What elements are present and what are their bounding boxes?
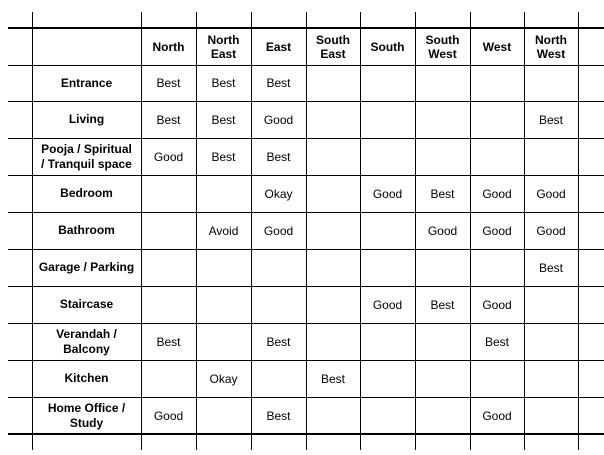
table-cell [196, 286, 251, 323]
table-cell [196, 249, 251, 286]
table-cell: Good [372, 186, 403, 201]
table-cell: Best [211, 112, 236, 127]
table-cell [524, 286, 578, 323]
row-label: Bathroom [58, 223, 115, 237]
table-cell: Best [430, 186, 455, 201]
table-cell [415, 138, 470, 175]
table-cell [141, 212, 196, 249]
table-cell: Best [266, 334, 291, 349]
table-cell [360, 360, 415, 397]
column-header: South West [425, 32, 460, 61]
row-label: Kitchen [64, 371, 109, 385]
table-cell [470, 101, 524, 138]
table-cell [470, 360, 524, 397]
table-cell: Good [263, 223, 294, 238]
table-cell: Best [538, 260, 563, 275]
table-cell [251, 249, 306, 286]
table-cell [524, 360, 578, 397]
row-label: Home Office / Study [47, 400, 126, 430]
table-cell [306, 212, 360, 249]
row-label: Entrance [60, 75, 113, 90]
table-cell [524, 323, 578, 360]
table-cell: Good [482, 186, 512, 201]
table-cell: Good [372, 297, 403, 312]
column-header: South [370, 39, 405, 54]
table-cell: Best [538, 112, 563, 127]
column-header: North [152, 39, 185, 54]
table-cell [196, 323, 251, 360]
table-cell [360, 65, 415, 101]
table-cell [251, 360, 306, 397]
table-cell: Best [266, 76, 291, 90]
table-cell [251, 286, 306, 323]
table-cell [306, 397, 360, 434]
table-cell: Okay [264, 186, 293, 201]
table-cell [141, 286, 196, 323]
table-cell [470, 138, 524, 175]
row-label: Bedroom [60, 186, 113, 200]
column-header: North West [535, 32, 567, 61]
table-cell: Best [156, 112, 181, 127]
table-cell: Best [430, 297, 455, 312]
table-cell: Good [427, 223, 458, 238]
table-cell [360, 249, 415, 286]
table-cell [470, 249, 524, 286]
table-cell: Good [153, 408, 184, 423]
table-cell: Best [211, 149, 236, 164]
table-cell [141, 175, 196, 212]
table-cell [360, 397, 415, 434]
table-cell [306, 249, 360, 286]
table-cell [360, 212, 415, 249]
row-label: Garage / Parking [38, 260, 135, 274]
row-label: Living [68, 112, 105, 126]
table-cell: Good [482, 408, 512, 423]
table-cell [306, 323, 360, 360]
table-cell [141, 360, 196, 397]
row-label: Pooja / Spiritual / Tranquil space [41, 141, 132, 171]
table-cell: Okay [209, 371, 238, 386]
row-label: Staircase [59, 297, 114, 311]
table-cell: Good [153, 149, 184, 164]
table-cell [196, 175, 251, 212]
table-cell [524, 138, 578, 175]
table-cell: Best [266, 149, 291, 164]
table-cell: Best [484, 334, 509, 349]
table-cell: Best [266, 408, 291, 423]
table-cell: Good [482, 297, 512, 312]
table-cell [360, 138, 415, 175]
table-cell [196, 397, 251, 434]
table-cell: Best [320, 371, 345, 386]
table-cell [360, 101, 415, 138]
table-cell [306, 175, 360, 212]
table-cell [524, 397, 578, 434]
table-cell [415, 65, 470, 101]
table-cell: Good [536, 223, 566, 238]
column-header: West [482, 39, 512, 54]
table-cell: Good [263, 112, 294, 127]
table-cell: Best [156, 76, 181, 90]
table-cell: Good [536, 186, 566, 201]
table-cell [306, 138, 360, 175]
column-header: North East [207, 32, 240, 61]
column-header: South East [316, 32, 350, 61]
table-cell [306, 101, 360, 138]
table-cell [306, 65, 360, 101]
table-cell [141, 249, 196, 286]
column-header: East [265, 39, 292, 54]
table-cell: Best [211, 76, 236, 90]
table-cell [470, 65, 524, 101]
table-cell [415, 101, 470, 138]
table-cell [524, 65, 578, 101]
table-cell [415, 397, 470, 434]
table-cell [360, 323, 415, 360]
table-cell [415, 360, 470, 397]
grid-column-rule [578, 12, 579, 450]
table-cell [306, 286, 360, 323]
row-label: Verandah / Balcony [56, 326, 117, 356]
table-cell: Best [156, 334, 181, 349]
table-cell [415, 249, 470, 286]
table-cell: Avoid [208, 223, 239, 238]
table-cell: Good [482, 223, 512, 238]
table-cell [415, 323, 470, 360]
